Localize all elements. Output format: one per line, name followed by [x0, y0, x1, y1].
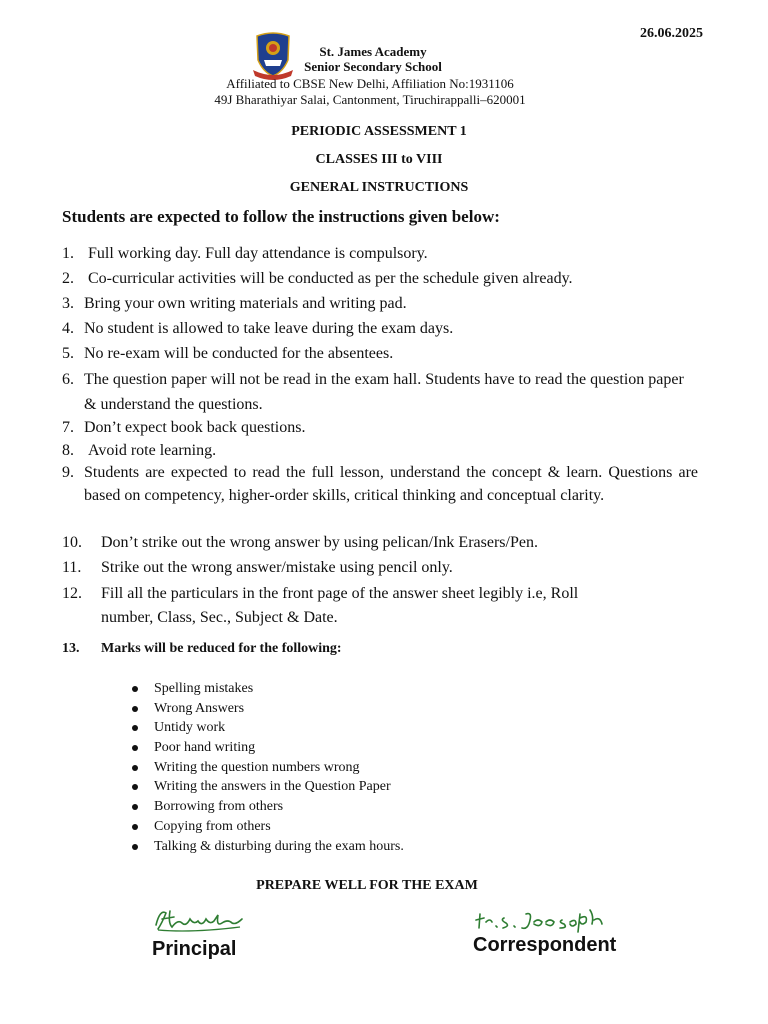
instruction-item: 6. The question paper will not be read in the exam hall. Students have to read the question paper & understand the questions.: [62, 371, 684, 413]
list-item: Untidy work: [130, 718, 404, 738]
school-address: 49J Bharathiyar Salai, Cantonment, Tiruchirappalli–620001: [214, 92, 526, 107]
instruction-item: 1. Full working day. Full day attendance is compulsory.: [62, 245, 428, 262]
list-item: Writing the answers in the Question Paper: [130, 777, 404, 797]
marks-reduced-list: [130, 679, 404, 856]
principal-signature-icon: [152, 905, 244, 933]
closing-note: PREPARE WELL FOR THE EXAM: [256, 878, 478, 893]
list-item: Borrowing from others: [130, 797, 404, 817]
instruction-item: 5. No re-exam will be conducted for the absentees.: [62, 345, 394, 362]
instruction-item: 9. Students are expected to read the full lesson, understand the concept & learn. Questions are based on competency, higher-order skills, critical thinking and conceptual clarity.: [62, 464, 698, 504]
school-affiliation-block: [0, 76, 740, 108]
instruction-item: 2. Co-curricular activities will be conducted as per the schedule given already.: [62, 270, 573, 287]
classes-title: CLASSES III to VIII: [315, 152, 443, 167]
correspondent-label: Correspondent: [473, 934, 617, 956]
school-type: Senior Secondary School: [304, 59, 442, 74]
instruction-item: 10. Don’t strike out the wrong answer by using pelican/Ink Erasers/Pen.: [62, 534, 538, 551]
instructions-title: GENERAL INSTRUCTIONS: [289, 180, 469, 195]
marks-reduced-heading: 13. Marks will be reduced for the following:: [62, 641, 342, 656]
list-item: Copying from others: [130, 817, 404, 837]
list-item: Poor hand writing: [130, 738, 404, 758]
principal-label: Principal: [152, 938, 237, 960]
list-item: Talking & disturbing during the exam hours.: [130, 837, 404, 857]
instruction-item: 11. Strike out the wrong answer/mistake using pencil only.: [62, 559, 453, 576]
school-header: [0, 44, 746, 74]
instruction-item: 12. Fill all the particulars in the front page of the answer sheet legibly i.e, Roll number, Class, Sec., Subject & Date.: [62, 585, 579, 626]
instruction-item: 8. Avoid rote learning.: [62, 442, 217, 459]
school-affiliation: Affiliated to CBSE New Delhi, Affiliation No:1931106: [226, 76, 514, 91]
school-name: St. James Academy: [319, 44, 427, 59]
document-date: 26.06.2025: [640, 26, 703, 41]
assessment-title: PERIODIC ASSESSMENT 1: [291, 124, 467, 139]
instructions-lead: Students are expected to follow the instructions given below:: [62, 207, 500, 226]
list-item: Wrong Answers: [130, 699, 404, 719]
instruction-item: 3. Bring your own writing materials and writing pad.: [62, 295, 407, 312]
correspondent-signature-icon: [470, 906, 610, 934]
instruction-item: 4. No student is allowed to take leave during the exam days.: [62, 320, 454, 337]
list-item: Writing the question numbers wrong: [130, 758, 404, 778]
instruction-item: 7. Don’t expect book back questions.: [62, 419, 306, 436]
list-item: Spelling mistakes: [130, 679, 404, 699]
